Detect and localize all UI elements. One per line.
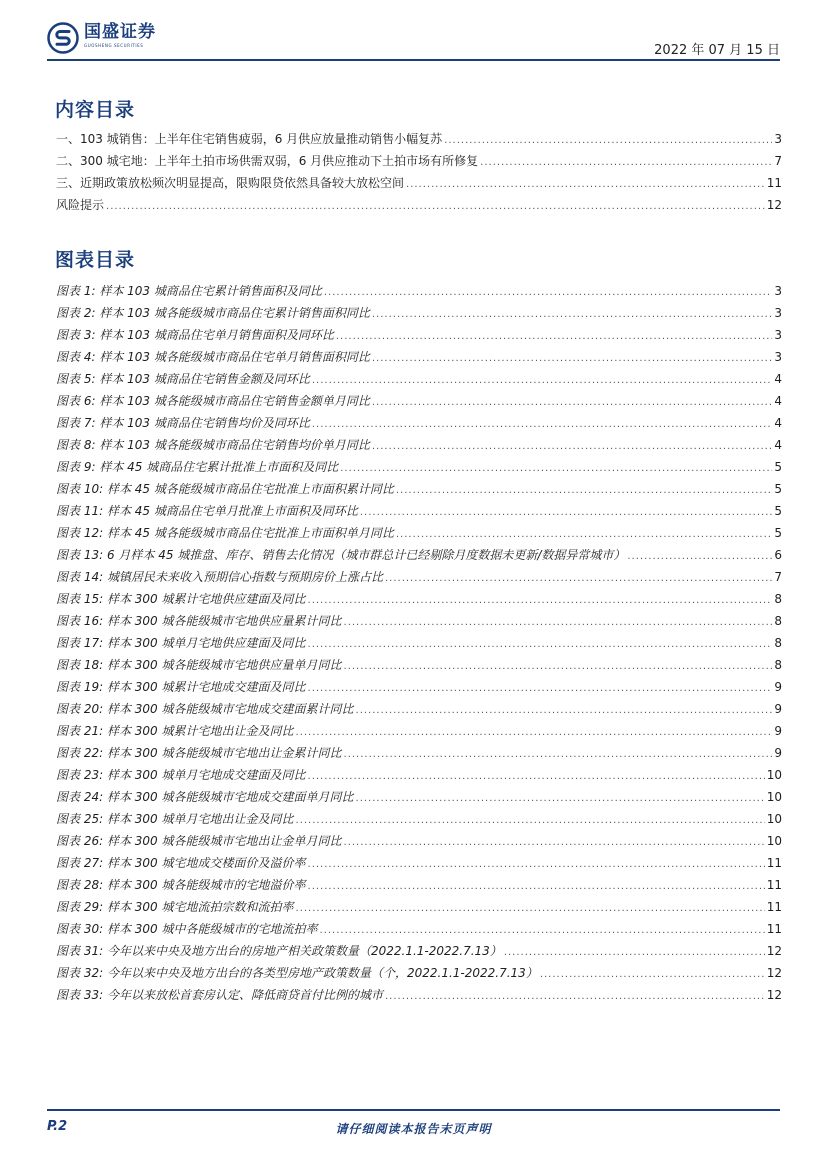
figure-caption: 样本 300 城累计宅地出让金及同比 [106, 724, 294, 738]
figure-toc-entry[interactable] [56, 898, 782, 920]
figure-caption: 样本 45 城商品住宅单月批准上市面积及同环比 [106, 504, 358, 518]
figure-number: 图表 16: [56, 614, 104, 628]
figure-toc-entry[interactable] [56, 458, 782, 480]
toc-entry-title: 一、103 城销售：上半年住宅销售疲弱，6 月供应放量推动销售小幅复苏 [56, 132, 443, 146]
toc-entry-title [56, 436, 370, 453]
dot-leader [296, 727, 773, 738]
figure-caption: 样本 45 城各能级城市商品住宅批准上市面积单月同比 [106, 526, 394, 540]
toc-entry-title [56, 524, 394, 541]
figure-caption: 样本 103 城各能级城市商品住宅销售金额单月同比 [99, 394, 370, 408]
figure-number: 图表 32: [56, 966, 104, 980]
dot-leader [296, 815, 765, 826]
toc-entry-title [56, 414, 310, 431]
dot-leader [480, 157, 772, 168]
figure-number: 图表 13: [56, 548, 104, 562]
toc-entry-title [56, 502, 358, 519]
footer-disclaimer: 请仔细阅读本报告末页声明 [335, 1122, 492, 1136]
toc-page-number: 4 [774, 438, 782, 452]
toc-entry-title [56, 788, 354, 805]
toc-page-number: 9 [774, 724, 782, 738]
figure-toc-entry[interactable] [56, 282, 782, 304]
dot-leader [444, 135, 772, 146]
figure-caption: 样本 300 城累计宅地供应建面及同比 [106, 592, 306, 606]
toc-entry-title [56, 634, 306, 651]
toc-entry-title [56, 612, 342, 629]
figure-toc-entry[interactable] [56, 810, 782, 832]
figure-number: 图表 4: [56, 350, 96, 364]
figure-number: 图表 8: [56, 438, 96, 452]
dot-leader [308, 595, 773, 606]
toc-entry-title [56, 898, 294, 915]
toc-page-number: 4 [774, 372, 782, 386]
toc-page-number: 4 [774, 416, 782, 430]
toc-entry-title [56, 920, 318, 937]
figure-number: 图表 33: [56, 988, 104, 1002]
page-number: P.2 [47, 1119, 68, 1134]
dot-leader [504, 947, 765, 958]
toc-entry-title: 风险提示 [56, 198, 105, 212]
toc-entry-title [56, 480, 394, 497]
toc-entry-title [56, 546, 625, 563]
figure-caption: 样本 300 城各能级城市宅地成交建面单月同比 [106, 790, 354, 804]
toc-entry-title [56, 832, 342, 849]
figure-toc-entry[interactable] [56, 568, 782, 590]
toc-entry-title [56, 568, 383, 585]
company-logo [47, 22, 156, 54]
figure-number: 图表 10: [56, 482, 104, 496]
toc-page-number: 11 [766, 900, 782, 914]
logo-name: 国盛证券 [84, 22, 156, 42]
figure-toc-entry[interactable] [56, 370, 782, 392]
figure-number: 图表 29: [56, 900, 104, 914]
figure-caption: 样本 103 城商品住宅销售均价及同环比 [99, 416, 310, 430]
dot-leader [308, 881, 765, 892]
dot-leader [385, 991, 765, 1002]
figure-number: 图表 17: [56, 636, 104, 650]
toc-entry-title [56, 700, 354, 717]
figure-number: 图表 30: [56, 922, 104, 936]
figure-caption: 样本 103 城商品住宅单月销售面积及同环比 [99, 328, 334, 342]
toc-entry-title [56, 282, 322, 299]
figure-caption: 样本 300 城各能级城市宅地供应量单月同比 [106, 658, 342, 672]
contents-toc-entry[interactable] [56, 196, 782, 218]
toc-page-number: 9 [774, 680, 782, 694]
figure-number: 图表 20: [56, 702, 104, 716]
figure-toc-entry[interactable] [56, 392, 782, 414]
logo-emblem-icon [47, 22, 79, 54]
toc-page-number: 8 [774, 636, 782, 650]
toc-page-number: 10 [766, 834, 782, 848]
figure-toc-entry[interactable] [56, 524, 782, 546]
dot-leader [324, 287, 772, 298]
toc-page-number: 11 [766, 878, 782, 892]
dot-leader [308, 771, 765, 782]
toc-entry-title [56, 744, 342, 761]
figure-caption: 今年以来放松首套房认定、降低商贷首付比例的城市 [106, 988, 383, 1002]
dot-leader [356, 705, 773, 716]
toc-entry-title: 二、300 城宅地：上半年土拍市场供需双弱，6 月供应推动下土拍市场有所修复 [56, 154, 479, 168]
toc-entry-title [56, 326, 334, 343]
toc-entry-title [56, 370, 310, 387]
figure-toc-entry[interactable] [56, 546, 782, 568]
dot-leader [312, 375, 772, 386]
toc-page-number: 4 [774, 394, 782, 408]
figure-number: 图表 26: [56, 834, 104, 848]
figure-number: 图表 22: [56, 746, 104, 760]
toc-page-number: 3 [774, 306, 782, 320]
dot-leader [385, 573, 772, 584]
dot-leader [308, 683, 773, 694]
toc-entry-title [56, 348, 370, 365]
toc-entry-title [56, 656, 342, 673]
figure-toc-entry[interactable] [56, 326, 782, 348]
header-divider [47, 59, 780, 61]
dot-leader [344, 837, 765, 848]
toc-entry-title [56, 458, 338, 475]
report-date: 2022 年 07 月 15 日 [654, 43, 780, 58]
figures-title: 图表目录 [55, 249, 136, 271]
toc-entry-title: 三、近期政策放松频次明显提高，限购限贷依然具备较大放松空间 [56, 176, 405, 190]
figure-toc-entry[interactable] [56, 744, 782, 766]
figure-caption: 样本 300 城各能级城市宅地出让金累计同比 [106, 746, 342, 760]
contents-toc-entry[interactable] [56, 174, 782, 196]
figure-caption: 样本 300 城各能级城市宅地供应量累计同比 [106, 614, 342, 628]
toc-page-number: 10 [766, 790, 782, 804]
figure-toc-entry[interactable] [56, 722, 782, 744]
figure-number: 图表 7: [56, 416, 96, 430]
dot-leader [344, 749, 773, 760]
figure-toc-entry[interactable] [56, 436, 782, 458]
dot-leader [372, 397, 772, 408]
figure-caption: 今年以来中央及地方出台的房地产相关政策数量（2022.1.1-2022.7.13） [106, 944, 502, 958]
figure-toc-entry[interactable] [56, 634, 782, 656]
figure-toc-entry[interactable] [56, 502, 782, 524]
figure-toc-entry[interactable] [56, 590, 782, 612]
toc-page-number: 6 [774, 548, 782, 562]
dot-leader [308, 639, 773, 650]
dot-leader [344, 661, 773, 672]
toc-entry-title [56, 766, 306, 783]
figure-number: 图表 25: [56, 812, 104, 826]
toc-page-number: 3 [774, 350, 782, 364]
logo-subtext: GUOSHENG SECURITIES [84, 43, 144, 48]
dot-leader [372, 441, 772, 452]
figure-number: 图表 23: [56, 768, 104, 782]
toc-page-number: 3 [774, 328, 782, 342]
dot-leader [106, 201, 765, 212]
dot-leader [540, 969, 765, 980]
figure-toc-entry[interactable] [56, 480, 782, 502]
toc-entry-title [56, 876, 306, 893]
figure-toc-entry[interactable] [56, 854, 782, 876]
figure-number: 图表 3: [56, 328, 96, 342]
dot-leader [296, 903, 765, 914]
figure-toc-entry[interactable] [56, 612, 782, 634]
figure-caption: 6 月样本 45 城推盘、库存、销售去化情况（城市群总计已经剔除月度数据未更新/数据异常城市） [106, 548, 626, 562]
dot-leader [360, 507, 772, 518]
figure-caption: 样本 103 城商品住宅累计销售面积及同比 [99, 284, 322, 298]
dot-leader [372, 353, 772, 364]
figure-toc-entry[interactable] [56, 766, 782, 788]
dot-leader [340, 463, 772, 474]
figure-toc-entry[interactable] [56, 678, 782, 700]
toc-entry-title [56, 304, 370, 321]
figure-caption: 城镇居民未来收入预期信心指数与预期房价上涨占比 [106, 570, 383, 584]
toc-page-number: 5 [774, 526, 782, 540]
contents-toc-entry[interactable] [56, 130, 782, 152]
dot-leader [312, 419, 772, 430]
dot-leader [406, 179, 765, 190]
figures-list [56, 282, 782, 1008]
figure-toc-entry[interactable] [56, 832, 782, 854]
toc-page-number: 11 [766, 922, 782, 936]
figure-toc-entry[interactable] [56, 876, 782, 898]
toc-page-number: 8 [774, 658, 782, 672]
dot-leader [308, 859, 765, 870]
figure-caption: 样本 103 城各能级城市商品住宅单月销售面积同比 [99, 350, 370, 364]
figure-number: 图表 21: [56, 724, 104, 738]
figure-number: 图表 18: [56, 658, 104, 672]
figure-number: 图表 28: [56, 878, 104, 892]
contents-title: 内容目录 [55, 99, 136, 121]
figure-caption: 样本 300 城各能级城市宅地成交建面累计同比 [106, 702, 354, 716]
toc-page-number: 5 [774, 482, 782, 496]
page-header [47, 20, 780, 62]
toc-page-number: 3 [774, 284, 782, 298]
figure-toc-entry[interactable] [56, 788, 782, 810]
toc-page-number: 12 [766, 988, 782, 1002]
dot-leader [344, 617, 773, 628]
toc-page-number: 12 [766, 944, 782, 958]
figure-number: 图表 27: [56, 856, 104, 870]
figure-toc-entry[interactable] [56, 656, 782, 678]
figure-caption: 样本 300 城累计宅地成交建面及同比 [106, 680, 306, 694]
figure-caption: 样本 300 城单月宅地出让金及同比 [106, 812, 294, 826]
figure-toc-entry[interactable] [56, 348, 782, 370]
toc-page-number: 10 [766, 768, 782, 782]
dot-leader [356, 793, 765, 804]
figure-toc-entry[interactable] [56, 700, 782, 722]
dot-leader [627, 551, 772, 562]
toc-entry-title [56, 590, 306, 607]
figure-number: 图表 31: [56, 944, 104, 958]
figure-caption: 样本 45 城各能级城市商品住宅批准上市面积累计同比 [106, 482, 394, 496]
figure-toc-entry[interactable] [56, 920, 782, 942]
toc-entry-title [56, 678, 306, 695]
figure-caption: 样本 300 城各能级城市宅地出让金单月同比 [106, 834, 342, 848]
toc-page-number: 12 [766, 966, 782, 980]
toc-page-number: 11 [766, 856, 782, 870]
toc-page-number: 9 [774, 702, 782, 716]
figure-caption: 今年以来中央及地方出台的各类型房地产政策数量（个，2022.1.1-2022.7.13） [106, 966, 538, 980]
dot-leader [396, 485, 772, 496]
toc-entry-title [56, 392, 370, 409]
toc-page-number: 7 [774, 154, 782, 168]
figure-toc-entry[interactable] [56, 304, 782, 326]
toc-page-number: 7 [774, 570, 782, 584]
figure-caption: 样本 45 城商品住宅累计批准上市面积及同比 [99, 460, 339, 474]
dot-leader [320, 925, 765, 936]
toc-page-number: 3 [774, 132, 782, 146]
figure-number: 图表 5: [56, 372, 96, 386]
figure-number: 图表 2: [56, 306, 96, 320]
figure-toc-entry[interactable] [56, 986, 782, 1008]
figure-toc-entry[interactable] [56, 942, 782, 964]
toc-page-number: 10 [766, 812, 782, 826]
figure-caption: 样本 300 城单月宅地成交建面及同比 [106, 768, 306, 782]
toc-entry-title [56, 722, 294, 739]
contents-toc-entry[interactable] [56, 152, 782, 174]
figure-caption: 样本 300 城各能级城市的宅地溢价率 [106, 878, 306, 892]
figure-number: 图表 9: [56, 460, 96, 474]
figure-caption: 样本 300 城中各能级城市的宅地流拍率 [106, 922, 318, 936]
figure-caption: 样本 300 城宅地流拍宗数和流拍率 [106, 900, 294, 914]
toc-entry-title [56, 986, 383, 1003]
figure-number: 图表 12: [56, 526, 104, 540]
figure-caption: 样本 103 城商品住宅销售金额及同环比 [99, 372, 310, 386]
toc-entry-title [56, 810, 294, 827]
dot-leader [396, 529, 772, 540]
figure-number: 图表 6: [56, 394, 96, 408]
toc-page-number: 11 [766, 176, 782, 190]
figure-toc-entry[interactable] [56, 964, 782, 986]
figure-number: 图表 15: [56, 592, 104, 606]
figure-number: 图表 24: [56, 790, 104, 804]
toc-entry-title [56, 854, 306, 871]
toc-page-number: 8 [774, 592, 782, 606]
toc-entry-title [56, 942, 502, 959]
dot-leader [372, 309, 772, 320]
footer-divider [47, 1109, 780, 1111]
figure-number: 图表 11: [56, 504, 104, 518]
figure-number: 图表 19: [56, 680, 104, 694]
figure-caption: 样本 103 城各能级城市商品住宅累计销售面积同比 [99, 306, 370, 320]
contents-list [56, 130, 782, 218]
toc-page-number: 9 [774, 746, 782, 760]
figure-caption: 样本 300 城宅地成交楼面价及溢价率 [106, 856, 306, 870]
figure-caption: 样本 300 城单月宅地供应建面及同比 [106, 636, 306, 650]
dot-leader [336, 331, 772, 342]
toc-page-number: 8 [774, 614, 782, 628]
toc-entry-title [56, 964, 538, 981]
toc-page-number: 5 [774, 504, 782, 518]
figure-number: 图表 1: [56, 284, 96, 298]
figure-number: 图表 14: [56, 570, 104, 584]
toc-page-number: 5 [774, 460, 782, 474]
figure-toc-entry[interactable] [56, 414, 782, 436]
figure-caption: 样本 103 城各能级城市商品住宅销售均价单月同比 [99, 438, 370, 452]
toc-page-number: 12 [766, 198, 782, 212]
